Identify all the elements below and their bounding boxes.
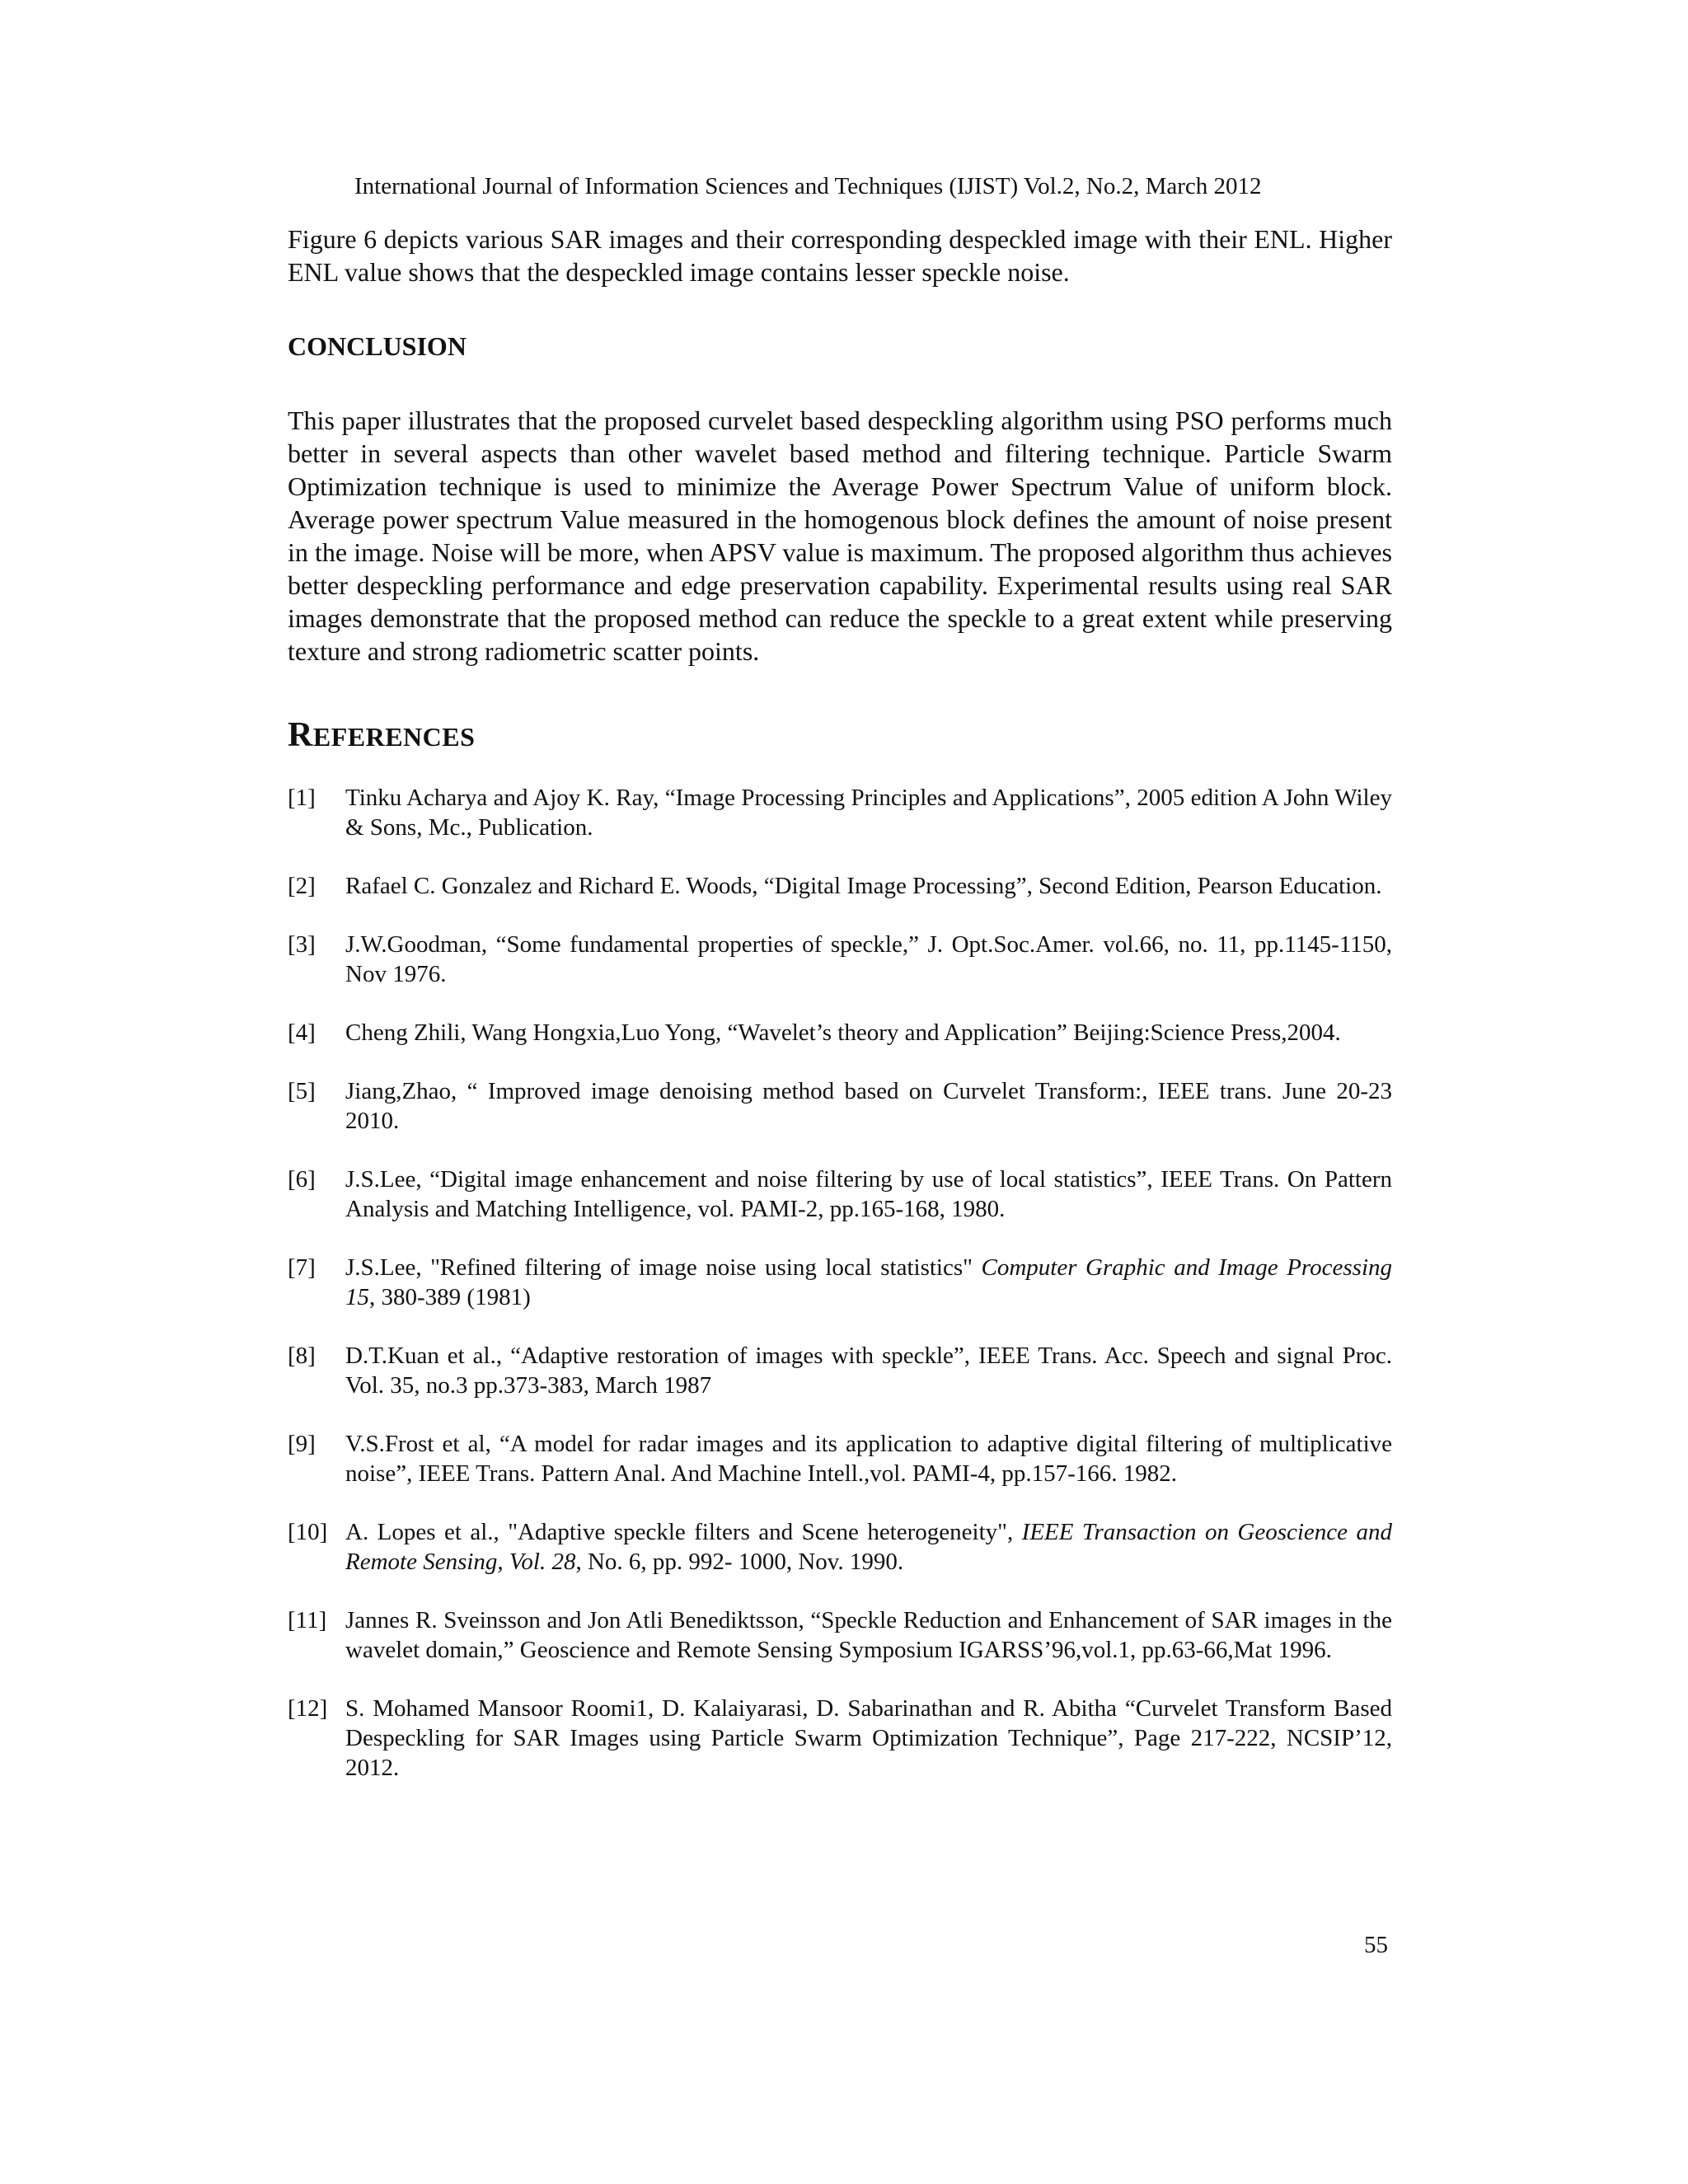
reference-item-11 bbox=[288, 1605, 1392, 1665]
reference-number: [4] bbox=[288, 1019, 316, 1046]
reference-item-3 bbox=[288, 930, 1392, 989]
reference-item-4 bbox=[288, 1018, 1392, 1047]
reference-text: S. Mohamed Mansoor Roomi1, D. Kalaiyarasi, D. Sabarinathan and R. Abitha “Curvelet Transform Based Despeckling for SAR Images using Particle Swarm Optimization Technique”, Page 217-222, NCSIP’12, 2012. bbox=[345, 1695, 1392, 1781]
reference-text: J.S.Lee, “Digital image enhancement and noise filtering by use of local statistics”, IEEE Trans. On Pattern Analysis and Matching Intelligence, vol. PAMI-2, pp.165-168, 1980. bbox=[345, 1166, 1392, 1222]
reference-number: [3] bbox=[288, 931, 316, 958]
conclusion-heading: CONCLUSION bbox=[288, 331, 467, 361]
reference-text bbox=[345, 1254, 1392, 1310]
reference-text-pre: A. Lopes et al., "Adaptive speckle filters and Scene heterogeneity", bbox=[345, 1519, 1022, 1545]
reference-text: V.S.Frost et al, “A model for radar images and its application to adaptive digital filtering of multiplicative noise”, IEEE Trans. Pattern Anal. And Machine Intell.,vol. PAMI-4, pp.157-166. 1982. bbox=[345, 1431, 1392, 1487]
reference-text: J.W.Goodman, “Some fundamental properties of speckle,” J. Opt.Soc.Amer. vol.66, no. 11, pp.1145-1150, Nov 1976. bbox=[345, 931, 1392, 987]
reference-text-pre: J.S.Lee, "Refined filtering of image noise using local statistics" bbox=[345, 1254, 982, 1281]
reference-item-9 bbox=[288, 1429, 1392, 1488]
reference-number: [10] bbox=[288, 1519, 328, 1545]
reference-number: [9] bbox=[288, 1431, 316, 1457]
reference-item-6 bbox=[288, 1165, 1392, 1224]
reference-text-post: , No. 6, pp. 992- 1000, Nov. 1990. bbox=[575, 1549, 904, 1575]
reference-item-2 bbox=[288, 871, 1392, 901]
reference-number: [7] bbox=[288, 1254, 316, 1281]
intro-paragraph: Figure 6 depicts various SAR images and their corresponding despeckled image with their ENL. Higher ENL value shows that the despeckled image contains lesser speckle noise. bbox=[288, 224, 1392, 287]
reference-text: Tinku Acharya and Ajoy K. Ray, “Image Processing Principles and Applications”, 2005 edition A John Wiley & Sons, Mc., Publication. bbox=[345, 785, 1392, 841]
reference-item-10 bbox=[288, 1517, 1392, 1577]
reference-number: [5] bbox=[288, 1078, 316, 1104]
reference-text-italic: IEEE Transaction on Geoscience and Remote Sensing, Vol. 28 bbox=[345, 1519, 1392, 1575]
references-heading-rest: EFERENCES bbox=[312, 722, 476, 752]
reference-number: [11] bbox=[288, 1607, 327, 1633]
reference-text-italic: Computer Graphic and Image Processing 15 bbox=[345, 1254, 1392, 1310]
page-number: 55 bbox=[1364, 1932, 1388, 1958]
reference-text: D.T.Kuan et al., “Adaptive restoration of images with speckle”, IEEE Trans. Acc. Speech and signal Proc. Vol. 35, no.3 pp.373-383, March 1987 bbox=[345, 1343, 1392, 1399]
reference-list bbox=[288, 783, 1392, 1783]
reference-text: Jiang,Zhao, “ Improved image denoising method based on Curvelet Transform:, IEEE trans. June 20-23 2010. bbox=[345, 1078, 1392, 1134]
reference-item-12 bbox=[288, 1694, 1392, 1783]
running-header: International Journal of Information Sciences and Techniques (IJIST) Vol.2, No.2, March 2012 bbox=[354, 173, 1262, 199]
reference-number: [2] bbox=[288, 873, 316, 899]
reference-number: [1] bbox=[288, 785, 316, 811]
reference-text: Jannes R. Sveinsson and Jon Atli Benediktsson, “Speckle Reduction and Enhancement of SAR images in the wavelet domain,” Geoscience and Remote Sensing Symposium IGARSS’96,vol.1, pp.63-66,Mat 1996. bbox=[345, 1607, 1392, 1663]
conclusion-paragraph: This paper illustrates that the proposed curvelet based despeckling algorithm using PSO performs much better in several aspects than other wavelet based method and filtering technique. Particle Swarm Optimization technique is used to minimize the Average Power Spectrum Value of uniform block. Average power spectrum Value measured in the homogenous block defines the amount of noise present in the image. Noise will be more, when APSV value is maximum. The proposed algorithm thus achieves better despeckling performance and edge preservation capability. Experimental results using real SAR images demonstrate that the proposed method can reduce the speckle to a great extent while preserving texture and strong radiometric scatter points. bbox=[288, 405, 1392, 666]
reference-text bbox=[345, 1519, 1392, 1575]
reference-number: [6] bbox=[288, 1166, 316, 1193]
reference-number: [12] bbox=[288, 1695, 328, 1722]
reference-item-1 bbox=[288, 783, 1392, 842]
reference-text-post: , 380-389 (1981) bbox=[369, 1284, 531, 1310]
page-content bbox=[288, 223, 1392, 1811]
reference-item-8 bbox=[288, 1341, 1392, 1400]
reference-text: Rafael C. Gonzalez and Richard E. Woods, “Digital Image Processing”, Second Edition, Pearson Education. bbox=[345, 873, 1382, 899]
references-heading bbox=[288, 716, 1392, 754]
reference-item-7 bbox=[288, 1253, 1392, 1312]
reference-number: [8] bbox=[288, 1343, 316, 1369]
reference-item-5 bbox=[288, 1076, 1392, 1136]
reference-text: Cheng Zhili, Wang Hongxia,Luo Yong, “Wavelet’s theory and Application” Beijing:Science Press,2004. bbox=[345, 1019, 1341, 1046]
references-heading-initial: R bbox=[288, 716, 313, 754]
